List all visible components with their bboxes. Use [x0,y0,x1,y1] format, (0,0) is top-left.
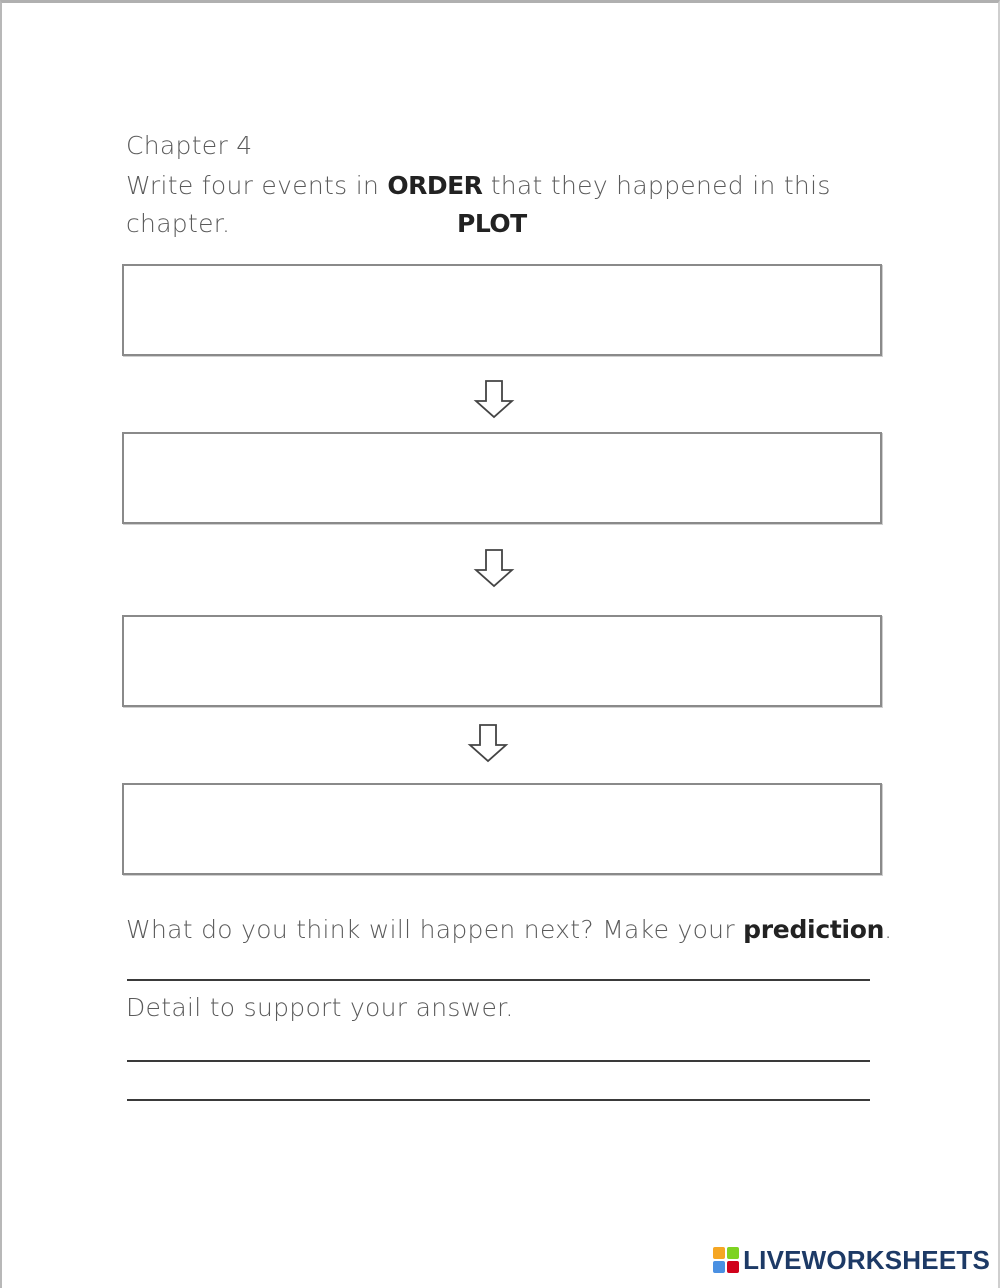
logo-tile [727,1261,739,1273]
liveworksheets-logo [713,1244,990,1276]
instruction-keyword-order: ORDER [387,171,483,200]
prediction-question [126,915,892,944]
prediction-suffix: . [884,915,893,944]
plot-label: PLOT [457,209,527,238]
logo-tile [713,1261,725,1273]
logo-tiles-icon [713,1247,739,1273]
instruction-line-2: chapter. [126,209,231,238]
event-box-4[interactable] [122,783,882,875]
event-box-2[interactable] [122,432,882,524]
detail-prompt: Detail to support your answer. [126,993,514,1022]
instruction-suffix: that they happened in this [490,171,831,200]
instruction-prefix: Write four events in [126,171,380,200]
detail-answer-line-2[interactable] [127,1099,870,1101]
event-box-3[interactable] [122,615,882,707]
instruction-line-1 [126,171,831,200]
chapter-heading: Chapter 4 [126,131,253,160]
logo-text: LIVEWORKSHEETS [743,1244,990,1275]
prediction-keyword: prediction [743,915,885,944]
prediction-prefix: What do you think will happen next? Make your [126,915,735,944]
logo-tile [727,1247,739,1259]
down-arrow-icon [472,379,516,419]
prediction-answer-line[interactable] [127,979,870,981]
event-box-1[interactable] [122,264,882,356]
down-arrow-icon [466,723,510,763]
detail-answer-line-1[interactable] [127,1060,870,1062]
down-arrow-icon [472,548,516,588]
logo-tile [713,1247,725,1259]
